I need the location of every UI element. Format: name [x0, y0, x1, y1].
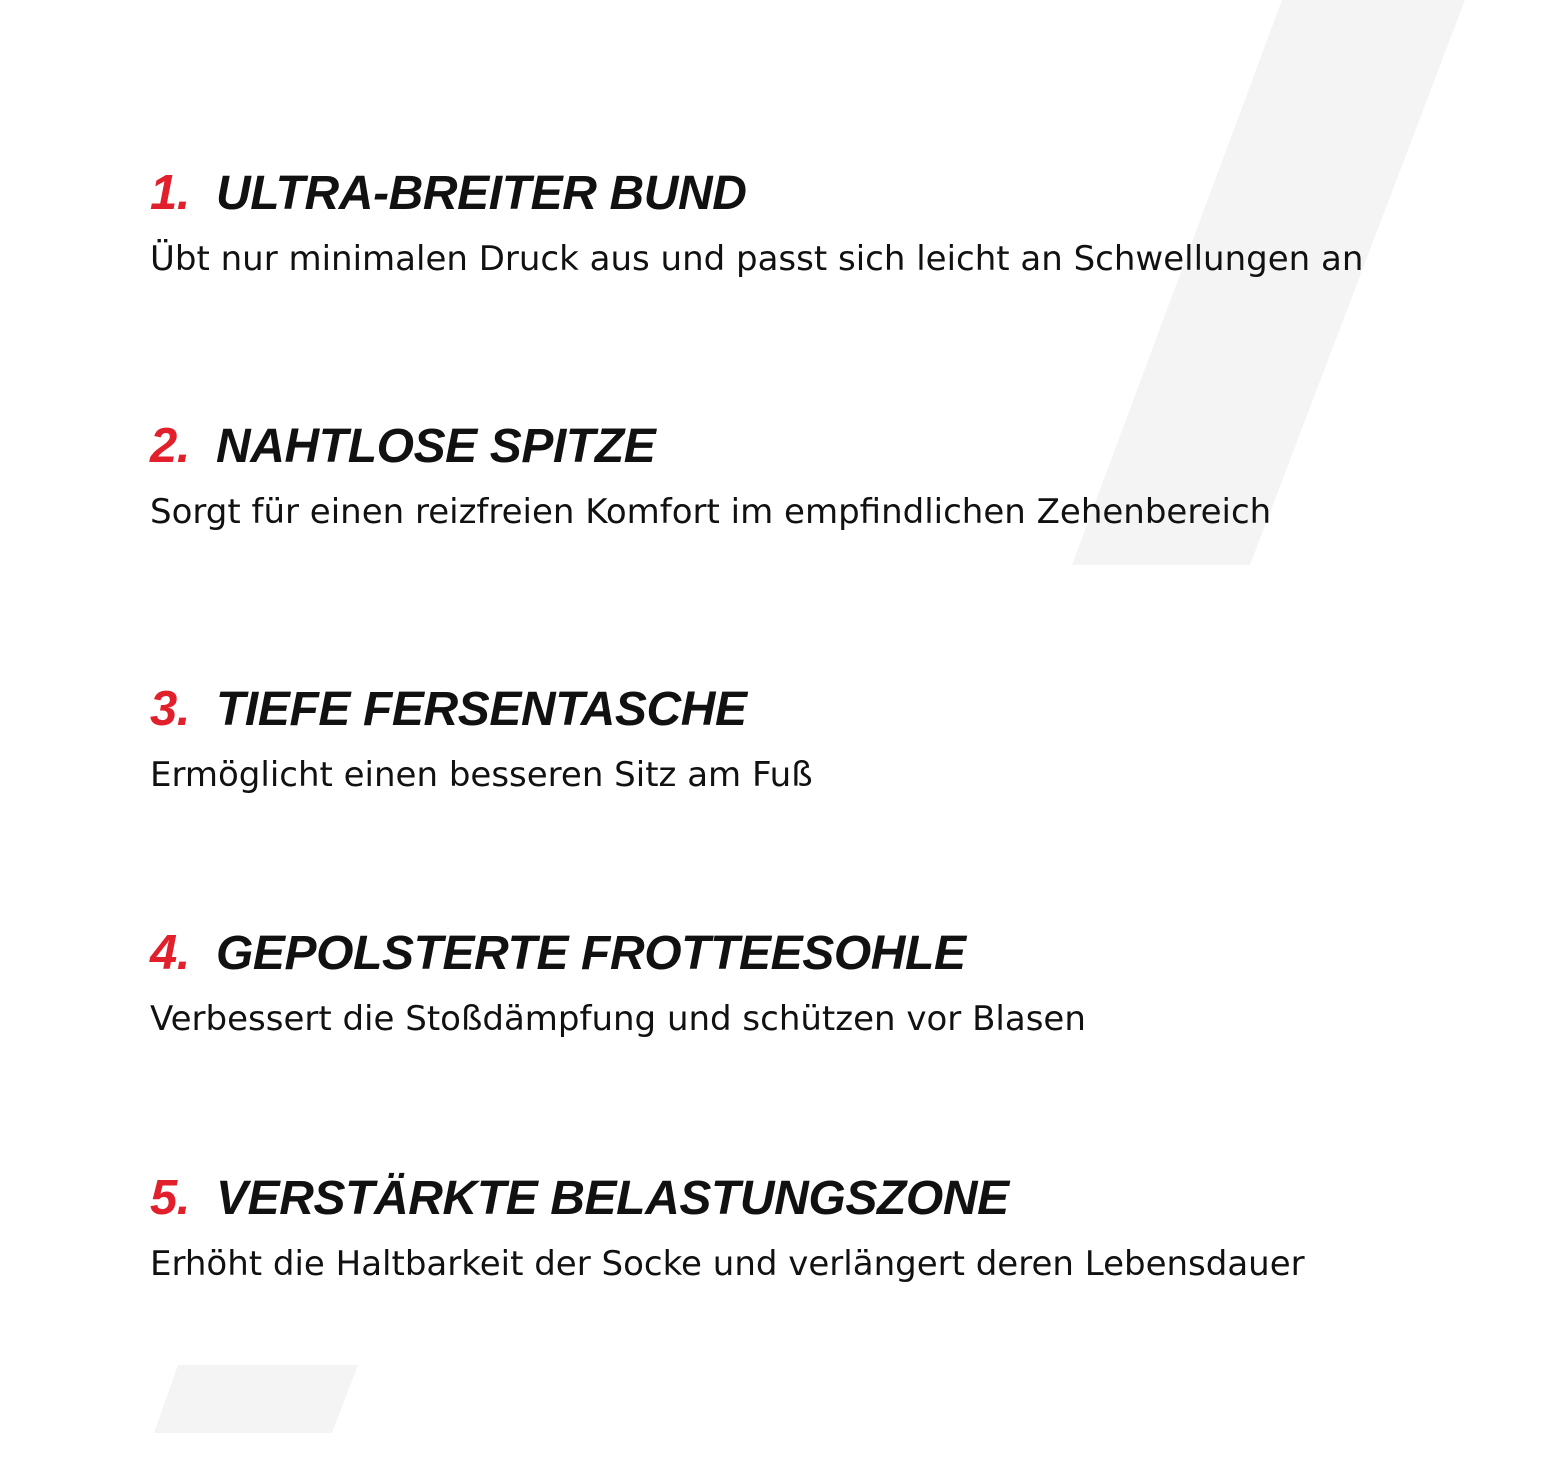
feature-number: 2.: [150, 419, 190, 473]
feature-description: Verbessert die Stoßdämpfung und schützen vor Blasen: [150, 999, 1086, 1039]
feature-heading: ULTRA-BREITER BUND: [216, 167, 747, 220]
feature-number: 4.: [150, 926, 190, 980]
feature-item-4: [150, 925, 1490, 1039]
feature-title-row: [150, 418, 1490, 478]
feature-heading: GEPOLSTERTE FROTTEESOHLE: [216, 927, 966, 980]
feature-description: Erhöht die Haltbarkeit der Socke und verlängert deren Lebensdauer: [150, 1244, 1305, 1284]
feature-heading: NAHTLOSE SPITZE: [216, 420, 656, 473]
feature-item-1: [150, 165, 1490, 279]
feature-number: 5.: [150, 1171, 190, 1225]
feature-item-3: [150, 681, 1490, 795]
feature-title-row: [150, 1170, 1490, 1230]
feature-item-5: [150, 1170, 1490, 1284]
feature-title-row: [150, 681, 1490, 741]
feature-number: 3.: [150, 682, 190, 736]
feature-title-row: [150, 925, 1490, 985]
feature-description: Sorgt für einen reizfreien Komfort im empfindlichen Zehenbereich: [150, 492, 1272, 532]
feature-number: 1.: [150, 166, 190, 220]
feature-item-2: [150, 418, 1490, 532]
feature-description: Ermöglicht einen besseren Sitz am Fuß: [150, 755, 813, 795]
feature-heading: TIEFE FERSENTASCHE: [216, 683, 747, 736]
background-stripe-bottom-shape: [154, 1365, 358, 1433]
feature-heading: VERSTÄRKTE BELASTUNGSZONE: [216, 1172, 1009, 1225]
feature-title-row: [150, 165, 1490, 225]
feature-description: Übt nur minimalen Druck aus und passt sich leicht an Schwellungen an: [150, 239, 1364, 279]
